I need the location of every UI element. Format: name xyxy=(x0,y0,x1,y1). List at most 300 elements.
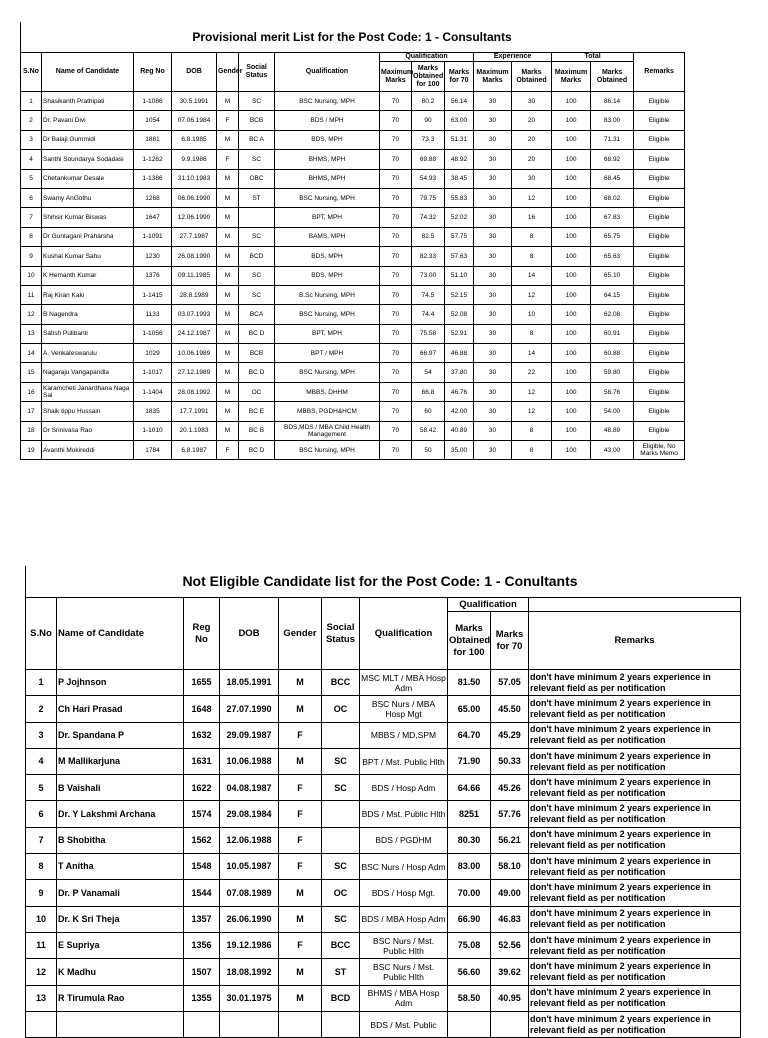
table-cell: 74.4 xyxy=(412,305,445,324)
table-row xyxy=(21,324,685,343)
merit-list-title: Provisional merit List for the Post Code: 1 - Consultants xyxy=(192,30,512,44)
table-cell: 45.50 xyxy=(491,696,529,722)
table-cell: 1133 xyxy=(134,305,172,324)
table-cell: BSC Nursing, MPH xyxy=(275,92,380,111)
table-cell: 58.76 xyxy=(591,382,634,401)
table-cell: 70 xyxy=(380,169,412,188)
table-cell: Eligible xyxy=(634,227,685,246)
table-cell: SC xyxy=(239,150,275,169)
table-cell: 1631 xyxy=(184,748,220,774)
table-cell: Swamy AnGothu xyxy=(42,188,134,207)
table-cell: 59.80 xyxy=(591,363,634,382)
table-cell: 46.83 xyxy=(491,906,529,932)
table-cell: Eligible xyxy=(634,402,685,421)
table-cell: 1-1091 xyxy=(134,227,172,246)
table-cell: Eligible xyxy=(634,266,685,285)
table-cell: BDS / Hosp Adm xyxy=(360,775,448,801)
table-cell: 17 xyxy=(21,402,42,421)
table-cell: BSC Nurs / Mst. Public Hlth xyxy=(360,932,448,958)
table-cell: SC xyxy=(322,854,360,880)
table-cell: 67.83 xyxy=(591,208,634,227)
table-cell: M xyxy=(279,670,322,696)
table-cell: BDS / Mst. Public Hlth xyxy=(360,801,448,827)
table-cell: Dr. K Sri Theja xyxy=(57,906,184,932)
table-cell: 100 xyxy=(552,247,591,266)
header-cell: Marks Obtained xyxy=(512,62,552,92)
table-cell: BDS, MPH xyxy=(275,247,380,266)
table-cell: 16 xyxy=(512,208,552,227)
table-cell: BC E xyxy=(239,402,275,421)
header-cell: Remarks xyxy=(634,53,685,92)
table-cell: 54 xyxy=(412,363,445,382)
table-row xyxy=(21,188,685,207)
table-cell: 1622 xyxy=(184,775,220,801)
table-cell: BSC Nursing, MPH xyxy=(275,188,380,207)
not-eligible-section xyxy=(20,566,740,1038)
table-cell: 57.05 xyxy=(491,670,529,696)
table-cell: 03.07.1993 xyxy=(172,305,217,324)
table-cell: Karamcheti Janardhana Naga Sai xyxy=(42,382,134,401)
table-cell: 20.1.1983 xyxy=(172,421,217,440)
table-cell: M xyxy=(217,188,239,207)
table-cell: 12 xyxy=(512,402,552,421)
remarks-cell: don't have minimum 2 years experience in relevant field as per notification xyxy=(529,696,741,722)
table-cell: 07.08.1989 xyxy=(220,880,279,906)
table-cell: 30 xyxy=(474,188,512,207)
table-cell: M xyxy=(217,382,239,401)
not-eligible-title: Not Eligible Candidate list for the Post Code: 1 - Conultants xyxy=(182,573,578,589)
table-cell: 100 xyxy=(552,421,591,440)
table-cell: 81.50 xyxy=(448,670,491,696)
table-cell: Dr. P Vanamali xyxy=(57,880,184,906)
table-cell: 74.5 xyxy=(412,285,445,304)
header-cell: S.No xyxy=(26,598,57,670)
table-cell: M xyxy=(279,880,322,906)
table-cell xyxy=(448,1011,491,1037)
table-cell: BCD xyxy=(239,247,275,266)
table-cell: Eligible xyxy=(634,344,685,363)
table-cell: 82.5 xyxy=(412,227,445,246)
table-cell: 24.12.1987 xyxy=(172,324,217,343)
table-cell: 86.14 xyxy=(591,92,634,111)
table-cell: M xyxy=(217,266,239,285)
table-cell: 30 xyxy=(474,169,512,188)
table-cell: 1230 xyxy=(134,247,172,266)
table-row xyxy=(21,111,685,130)
table-cell: MSC MLT / MBA Hosp Adm xyxy=(360,670,448,696)
table-cell: 10 xyxy=(21,266,42,285)
table-cell: 1-1017 xyxy=(134,363,172,382)
table-cell: 1562 xyxy=(184,827,220,853)
table-row xyxy=(21,441,685,460)
table-cell: 14 xyxy=(21,344,42,363)
table-cell: 70 xyxy=(380,130,412,149)
table-cell: SC xyxy=(239,227,275,246)
table-cell: 51.31 xyxy=(445,130,474,149)
table-cell: 1 xyxy=(26,670,57,696)
table-cell: 04.08.1987 xyxy=(220,775,279,801)
table-cell: F xyxy=(279,932,322,958)
group-header-qualification: Qualification xyxy=(448,598,529,612)
table-cell: 29.08.1984 xyxy=(220,801,279,827)
table-row xyxy=(21,130,685,149)
table-row xyxy=(21,305,685,324)
table-cell: 10.06.1989 xyxy=(172,344,217,363)
table-cell: Dr Balaji Gummidi xyxy=(42,130,134,149)
table-cell: SC xyxy=(322,775,360,801)
not-eligible-rows xyxy=(26,670,741,1038)
table-cell: E Supriya xyxy=(57,932,184,958)
table-cell: 82.33 xyxy=(412,247,445,266)
table-cell: 30.5.1991 xyxy=(172,92,217,111)
table-cell: 70 xyxy=(380,285,412,304)
table-cell: 1784 xyxy=(134,441,172,460)
table-cell: 30 xyxy=(474,266,512,285)
table-cell: 5 xyxy=(21,169,42,188)
table-cell: 8 xyxy=(26,854,57,880)
table-cell: 80.30 xyxy=(448,827,491,853)
table-cell: 100 xyxy=(552,305,591,324)
table-cell: 1-1056 xyxy=(134,324,172,343)
table-cell: M xyxy=(217,421,239,440)
table-cell: 27.07.1990 xyxy=(220,696,279,722)
table-cell: 65.75 xyxy=(591,227,634,246)
table-cell: 51.10 xyxy=(445,266,474,285)
table-cell: 100 xyxy=(552,285,591,304)
table-cell: Satish Pulibanti xyxy=(42,324,134,343)
table-cell: 3 xyxy=(21,130,42,149)
table-cell: Ch Hari Prasad xyxy=(57,696,184,722)
table-cell: 64.15 xyxy=(591,285,634,304)
table-cell: Nagaraju Vangapandla xyxy=(42,363,134,382)
table-cell: BSC Nursing, MPH xyxy=(275,305,380,324)
table-cell: 29.09.1987 xyxy=(220,722,279,748)
header-cell: Maximum Marks xyxy=(474,62,512,92)
table-cell: 70.00 xyxy=(448,880,491,906)
table-cell: 30 xyxy=(474,324,512,343)
table-cell: 27.12.1989 xyxy=(172,363,217,382)
table-row xyxy=(26,959,741,985)
table-cell: 73.00 xyxy=(412,266,445,285)
table-cell: M xyxy=(217,363,239,382)
merit-list-table xyxy=(20,52,685,460)
table-cell: BSC Nurs / Mst. Public Hlth xyxy=(360,959,448,985)
table-cell: 9.9.1986 xyxy=(172,150,217,169)
table-cell: 50.33 xyxy=(491,748,529,774)
table-cell: 52.91 xyxy=(445,324,474,343)
merit-list-section xyxy=(20,22,684,460)
table-cell: 12.06.1990 xyxy=(172,208,217,227)
table-cell: 52.08 xyxy=(445,305,474,324)
table-cell: 79.75 xyxy=(412,188,445,207)
remarks-cell: don't have minimum 2 years experience in relevant field as per notification xyxy=(529,670,741,696)
table-cell: 2 xyxy=(26,696,57,722)
table-row xyxy=(26,670,741,696)
table-cell: 20 xyxy=(512,111,552,130)
table-cell: M xyxy=(217,247,239,266)
table-cell: 30 xyxy=(474,247,512,266)
table-cell: SC xyxy=(239,285,275,304)
table-cell: 1548 xyxy=(184,854,220,880)
table-cell: A. Venkateswarulu xyxy=(42,344,134,363)
table-cell: BSC Nurs / MBA Hosp Mgt xyxy=(360,696,448,722)
table-row xyxy=(26,854,741,880)
table-cell xyxy=(279,1011,322,1037)
table-cell: BHMS / MBA Hosp Adm xyxy=(360,985,448,1011)
table-cell: BC A xyxy=(239,130,275,149)
table-cell: 38.45 xyxy=(445,169,474,188)
table-cell: 26.08.1990 xyxy=(172,247,217,266)
table-cell: 68.92 xyxy=(591,150,634,169)
table-cell: BPT / MPH xyxy=(275,344,380,363)
table-cell: 1054 xyxy=(134,111,172,130)
table-cell: 100 xyxy=(552,363,591,382)
header-cell: Social Status xyxy=(239,53,275,92)
table-cell: 68.02 xyxy=(591,188,634,207)
table-cell: 28.08.1992 xyxy=(172,382,217,401)
header-cell: Reg No xyxy=(184,598,220,670)
table-cell: 45.29 xyxy=(491,722,529,748)
table-cell: MBBS, PGDH&HCM xyxy=(275,402,380,421)
table-cell xyxy=(491,1011,529,1037)
header-cell: DOB xyxy=(172,53,217,92)
table-cell: 40.89 xyxy=(445,421,474,440)
table-cell: 9 xyxy=(21,247,42,266)
table-cell: 9 xyxy=(26,880,57,906)
table-cell: 70 xyxy=(380,111,412,130)
table-cell: 100 xyxy=(552,130,591,149)
header-cell: Marks Obtained for 100 xyxy=(448,612,491,670)
table-cell: Eligible xyxy=(634,247,685,266)
table-cell: BCC xyxy=(322,932,360,958)
header-cell: Gender xyxy=(279,598,322,670)
table-cell: 65.63 xyxy=(591,247,634,266)
table-cell: 70 xyxy=(380,247,412,266)
table-cell: 66.97 xyxy=(412,344,445,363)
table-cell: 31.10.1983 xyxy=(172,169,217,188)
table-cell: 70 xyxy=(380,188,412,207)
table-cell: BPT / Mst. Public Hlth xyxy=(360,748,448,774)
table-cell: 70 xyxy=(380,344,412,363)
table-cell: 100 xyxy=(552,402,591,421)
table-cell: Shihsir Kumar Biswas xyxy=(42,208,134,227)
table-cell xyxy=(26,1011,57,1037)
table-cell: Eligible xyxy=(634,363,685,382)
table-cell: 75.08 xyxy=(448,932,491,958)
table-cell: 09.11.1985 xyxy=(172,266,217,285)
table-row xyxy=(26,748,741,774)
table-cell xyxy=(322,827,360,853)
table-cell: Eligible xyxy=(634,150,685,169)
table-cell: 30 xyxy=(474,150,512,169)
table-cell: 8 xyxy=(21,227,42,246)
table-cell: 8251 xyxy=(448,801,491,827)
table-cell: 71.31 xyxy=(591,130,634,149)
table-cell: 2 xyxy=(21,111,42,130)
table-cell: 74.32 xyxy=(412,208,445,227)
table-cell: BC D xyxy=(239,324,275,343)
remarks-cell: don't have minimum 2 years experience in relevant field as per notification xyxy=(529,932,741,958)
table-cell: 10 xyxy=(26,906,57,932)
table-cell: 83.00 xyxy=(591,111,634,130)
table-cell: 5 xyxy=(26,775,57,801)
table-cell: 57.63 xyxy=(445,247,474,266)
table-row xyxy=(21,150,685,169)
table-cell: 12 xyxy=(21,305,42,324)
table-cell xyxy=(184,1011,220,1037)
table-cell: 1574 xyxy=(184,801,220,827)
table-cell: 49.00 xyxy=(491,880,529,906)
table-cell: 100 xyxy=(552,227,591,246)
table-cell: 70 xyxy=(380,441,412,460)
table-cell: 20 xyxy=(512,150,552,169)
table-cell: 3 xyxy=(26,722,57,748)
header-cell: Remarks xyxy=(529,612,741,670)
table-cell: 40.95 xyxy=(491,985,529,1011)
table-cell: 62.08 xyxy=(591,305,634,324)
table-cell: 70 xyxy=(380,305,412,324)
table-cell: Dr. Y Lakshmi Archana xyxy=(57,801,184,827)
header-cell: Marks Obtained xyxy=(591,62,634,92)
table-cell: 65.10 xyxy=(591,266,634,285)
table-row xyxy=(21,421,685,440)
table-cell: 18 xyxy=(21,421,42,440)
table-cell: Dr. Pavani Divi xyxy=(42,111,134,130)
table-row xyxy=(26,880,741,906)
table-cell: Eligible xyxy=(634,285,685,304)
table-cell: 1835 xyxy=(134,402,172,421)
table-cell: 58.42 xyxy=(412,421,445,440)
table-cell: 1-1415 xyxy=(134,285,172,304)
table-row xyxy=(21,344,685,363)
header-cell: Maximum Marks xyxy=(552,62,591,92)
table-cell: 20 xyxy=(512,130,552,149)
table-cell: 14 xyxy=(512,344,552,363)
table-cell: 48.92 xyxy=(445,150,474,169)
table-cell: BHMS, MPH xyxy=(275,169,380,188)
table-cell: 6 xyxy=(26,801,57,827)
table-cell: BHMS, MPH xyxy=(275,150,380,169)
table-cell: Shasikanth Prathipati xyxy=(42,92,134,111)
table-cell: T Anitha xyxy=(57,854,184,880)
table-cell: 100 xyxy=(552,208,591,227)
table-cell: BDS / PGDHM xyxy=(360,827,448,853)
table-cell: BCD xyxy=(322,985,360,1011)
table-cell: 70 xyxy=(380,382,412,401)
table-cell: 1268 xyxy=(134,188,172,207)
table-row xyxy=(26,696,741,722)
table-cell: SC xyxy=(322,748,360,774)
table-row xyxy=(21,208,685,227)
table-cell: 70 xyxy=(380,208,412,227)
table-cell: M xyxy=(217,130,239,149)
table-cell: 6.8.1985 xyxy=(172,130,217,149)
table-cell: MBBS, DHHM xyxy=(275,382,380,401)
table-cell: 100 xyxy=(552,266,591,285)
header-cell: Marks for 70 xyxy=(445,62,474,92)
table-cell: M xyxy=(279,748,322,774)
table-cell: 60.91 xyxy=(591,324,634,343)
table-cell: Eligible xyxy=(634,324,685,343)
table-cell: 30 xyxy=(474,402,512,421)
table-cell: SC xyxy=(322,906,360,932)
table-cell: 70 xyxy=(380,266,412,285)
table-row xyxy=(21,169,685,188)
table-cell: 1356 xyxy=(184,932,220,958)
table-cell: 100 xyxy=(552,344,591,363)
remarks-cell: don't have minimum 2 years experience in relevant field as per notification xyxy=(529,854,741,880)
remarks-cell: don't have minimum 2 years experience in relevant field as per notification xyxy=(529,906,741,932)
table-cell: 70 xyxy=(380,421,412,440)
table-cell: 1655 xyxy=(184,670,220,696)
table-cell: BAMS, MPH xyxy=(275,227,380,246)
table-row xyxy=(26,1011,741,1037)
table-cell: 11 xyxy=(21,285,42,304)
table-cell: 100 xyxy=(552,382,591,401)
table-cell: 52.56 xyxy=(491,932,529,958)
table-cell: 30 xyxy=(474,382,512,401)
table-cell: 10.06.1988 xyxy=(220,748,279,774)
table-row xyxy=(26,775,741,801)
table-cell: 30 xyxy=(474,208,512,227)
table-cell: K Madhu xyxy=(57,959,184,985)
table-cell: M xyxy=(217,344,239,363)
table-cell: 30.01.1975 xyxy=(220,985,279,1011)
table-cell: 54.00 xyxy=(591,402,634,421)
table-cell: 8 xyxy=(512,441,552,460)
table-cell: B Shobitha xyxy=(57,827,184,853)
table-cell: 28.8.1989 xyxy=(172,285,217,304)
table-cell: Dr. Spandana P xyxy=(57,722,184,748)
table-cell: F xyxy=(279,827,322,853)
table-cell: OBC xyxy=(239,169,275,188)
table-cell: OC xyxy=(322,696,360,722)
remarks-cell: don't have minimum 2 years experience in relevant field as per notification xyxy=(529,827,741,853)
table-cell: Eligible xyxy=(634,92,685,111)
table-cell: 58.50 xyxy=(448,985,491,1011)
table-cell: BSC Nursing, MPH xyxy=(275,363,380,382)
table-cell: M xyxy=(217,324,239,343)
table-cell: 100 xyxy=(552,441,591,460)
table-cell: 07.06.1984 xyxy=(172,111,217,130)
table-cell: 60 xyxy=(412,402,445,421)
table-cell: 12.06.1988 xyxy=(220,827,279,853)
table-cell: Eligible xyxy=(634,421,685,440)
table-cell: M xyxy=(279,985,322,1011)
table-cell: Eligible xyxy=(634,111,685,130)
remarks-cell: don't have minimum 2 years experience in relevant field as per notification xyxy=(529,880,741,906)
header-cell-empty xyxy=(529,598,741,612)
table-cell: 13 xyxy=(26,985,57,1011)
table-cell: 7 xyxy=(21,208,42,227)
table-cell: M xyxy=(217,227,239,246)
table-cell: BPT, MPH xyxy=(275,324,380,343)
table-cell: 11 xyxy=(26,932,57,958)
table-cell: BC B xyxy=(239,421,275,440)
table-cell: SC xyxy=(239,266,275,285)
table-cell: 80.2 xyxy=(412,92,445,111)
group-header-experience: Experience xyxy=(474,53,552,62)
table-cell: BDS, MPH xyxy=(275,266,380,285)
table-cell: 30 xyxy=(474,305,512,324)
table-cell: 56.60 xyxy=(448,959,491,985)
table-cell: 26.06.1990 xyxy=(220,906,279,932)
table-cell: 43.00 xyxy=(591,441,634,460)
table-cell: 52.02 xyxy=(445,208,474,227)
remarks-cell: don't have minimum 2 years experience in relevant field as per notification xyxy=(529,1011,741,1037)
table-cell: 30 xyxy=(474,111,512,130)
table-cell: 70 xyxy=(380,402,412,421)
